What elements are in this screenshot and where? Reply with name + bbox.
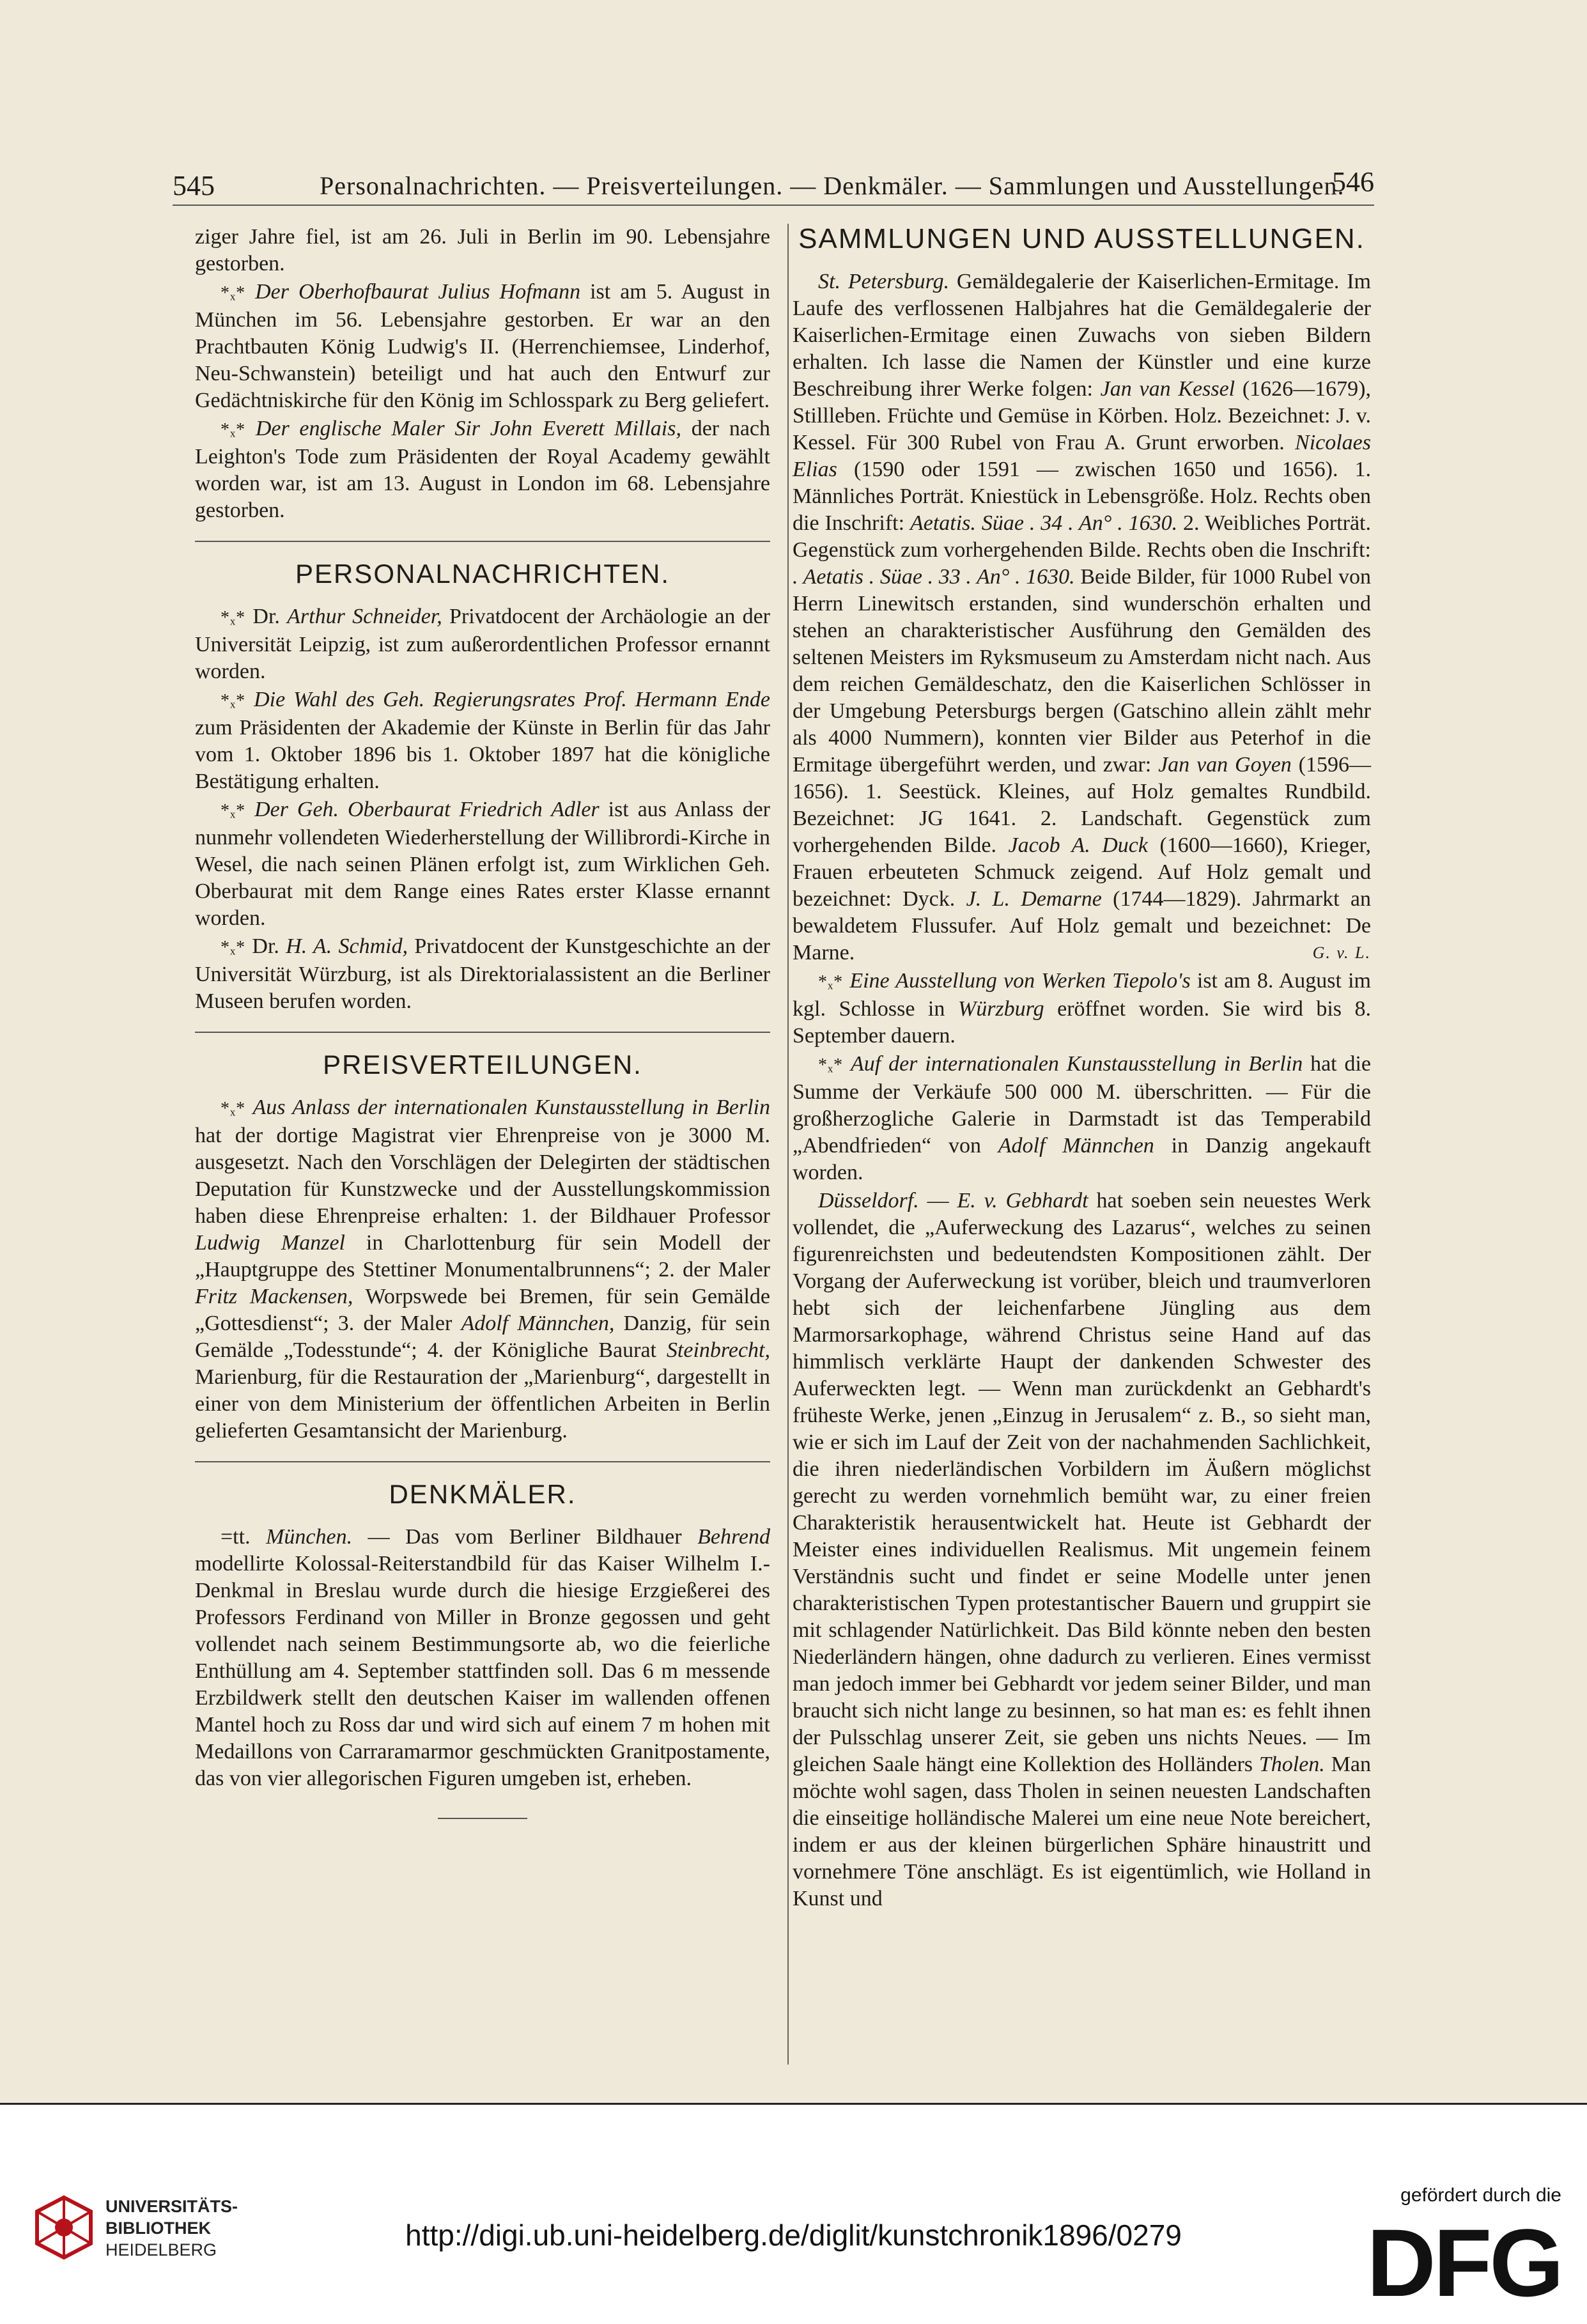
person-name: Adolf Männchen,: [461, 1312, 615, 1335]
event-name: Auf der internationalen Kunstausstellung in Berlin: [851, 1052, 1303, 1076]
asterism: *ₓ*: [818, 1055, 844, 1075]
text: Privatdocent der Kunstgeschichte an der Universität Würzburg, ist als Direktorialassistent an die Berliner Museen berufen worden.: [195, 934, 770, 1013]
right-column: [793, 224, 1371, 1912]
text: hat die Summe der Verkäufe 500 000 M. überschritten. — Für die großherzogliche Galerie in Darmstadt ist das Temperabild „Abendfrieden“ von: [793, 1052, 1372, 1158]
text: 2. Weibliches Porträt. Gegenstück zum vorhergehenden Bilde. Rechts oben die Inschrift:: [793, 511, 1371, 562]
text: hat soeben sein neuestes Werk vollendet, die „Auferweckung des Lazarus“, welches zu seinen figurenreichsten und bedeutendsten Kompositionen zählt. Der Vorgang der Auferweckung ist vorüber, bleich und traumverloren hebt sich der leichenfarbene Jüngling aus dem Marmorsarkophage, während Christus seine Hand auf das himmlisch verklärte Haupt der dankenden Schwester des Auferweckten legt. — Wenn man zurückdenkt an Gebhardt's früheste Werke, jenen „Einzug in Jerusalem“ z. B., so sieht man, wie er sich im Lauf der Zeit von der nachahmenden Sachlichkeit, die ihren niederländischen Vorbildern im Äußern möglichst gerecht zu werden vornehmlich bemüht war, zu einer freien Charakteristik herausentwickelt hat. Heute ist Gebhardt der Meister eines individuellen Realismus. Mit ungemein feinem Verständnis sucht und findet er seine Modelle unter jenen charakteristischen Typen protestantischer Bauern und gruppirt sie mit schlagender Natürlichkeit. Das Bild könnte neben den besten Niederländern hängen, ohne dadurch zu verlieren. Eines vermisst man jedoch immer bei Gebhardt vor jedem seiner Bilder, und man braucht sich nicht lange zu besinnen, so hat man es: es fehlt ihnen der Pulsschlag unserer Zeit, sie geben uns nichts Neues. — Im gleichen Saale hängt eine Kollektion des Holländers: [793, 1189, 1371, 1776]
text: — Das vom Berliner Bildhauer: [352, 1525, 698, 1549]
asterism: *ₓ*: [221, 691, 246, 711]
dfg-logo: DFG: [1366, 2209, 1561, 2316]
place-name: St. Petersburg.: [818, 270, 950, 293]
asterism: *ₓ*: [818, 972, 844, 992]
person-name: Arthur Schneider,: [287, 605, 442, 628]
left-column: [195, 224, 770, 1819]
section-heading-preis: PREISVERTEILUNGEN.: [323, 1050, 642, 1080]
paragraph: [793, 968, 1371, 1050]
person-name: Tholen.: [1258, 1753, 1325, 1776]
text: Danzig, für sein Gemälde „Todesstunde“; 4. der Königliche Baurat: [195, 1312, 770, 1362]
library-name-line: HEIDELBERG: [105, 2240, 217, 2259]
page-header: [173, 166, 1374, 208]
running-title: Personalnachrichten. — Preisverteilungen. — Denkmäler. — Sammlungen und Ausstellungen.: [320, 171, 1345, 200]
section-heading-personal: PERSONALNACHRICHTEN.: [295, 559, 670, 589]
text: (1596—1656). 1. Seestück. Kleines, auf Holz gemaltes Rundbild. Bezeichnet: JG 1641. 2. Landschaft. Gegenstück zum vorhergehenden Bilde.: [793, 753, 1372, 857]
asterism: *ₓ*: [221, 801, 246, 821]
text: hat der dortige Magistrat vier Ehrenpreise von je 3000 M. ausgesetzt. Nach den Vorschlägen der Delegirten der städtischen Deputation für Kunstzwecke und der Ausstellungskommission haben diese Ehrenpreise erhalten: 1. der Bildhauer Professor: [195, 1124, 770, 1228]
text: Gemäldegalerie der Kaiserlichen-Ermitage. Im Laufe des verflossenen Halbjahres hat die Gemäldegalerie der Kaiserlichen-Ermitage einen Zuwachs von sieben Bildern erhalten. Ich lasse die Namen der Künstler und eine kurze Beschreibung ihrer Werke folgen:: [793, 270, 1371, 401]
person-name: Jan van Kessel: [1100, 377, 1235, 401]
person-name: Behrend: [697, 1525, 771, 1549]
asterism: *ₓ*: [221, 283, 246, 303]
text: (1600—1660), Krieger, Frauen erbeuteten Schmuck zeigend. Auf Holz gemalt und bezeichnet: Dyck.: [793, 833, 1372, 911]
text: der nach Leighton's Tode zum Präsidenten der Royal Academy gewählt worden war, ist am 13. August in London im 68. Lebensjahre gestorben.: [195, 417, 770, 522]
text: Dr.: [245, 934, 286, 958]
section-heading-sammlungen: SAMMLUNGEN UND AUSSTELLUNGEN.: [798, 223, 1365, 254]
page-number-left: 545: [173, 170, 215, 201]
asterism: *ₓ*: [221, 938, 246, 957]
person-name: Nicolaes Elias: [793, 431, 1371, 481]
text: modellirte Kolossal-Reiterstandbild für das Kaiser Wilhelm I.-Denkmal in Breslau wurde durch die hiesige Erzgießerei des Professors Ferdinand von Miller in Bronze gegossen und geht vollendet nach seinem Bestimmungsorte ab, wo die feierliche Enthüllung am 4. September stattfinden soll. Das 6 m messende Erzbildwerk stellt den deutschen Kaiser im wallenden offenen Mantel hoch zu Ross dar und wird sich auf einem 7 m hohen mit Medaillons von Carraramarmor geschmückten Granitpostamente, das von vier allegorischen Figuren umgeben ist, erheben.: [195, 1552, 770, 1790]
paragraph: [195, 796, 770, 932]
library-name-line: UNIVERSITÄTS-: [105, 2197, 238, 2216]
text: in Charlottenburg für sein Modell der „Hauptgruppe des Stettiner Monumentalbrunnens“; 2. der Maler: [195, 1231, 771, 1282]
paragraph: [793, 1188, 1371, 1912]
paragraph: [195, 1094, 770, 1445]
text: zum Präsidenten der Akademie der Künste in Berlin für das Jahr vom 1. Oktober 1896 bis 1. Oktober 1897 hat die königliche Bestätigung erhalten.: [195, 716, 770, 793]
section-heading-denkmaeler: DENKMÄLER.: [389, 1479, 577, 1509]
text: ist aus Anlass der nunmehr vollendeten Wiederherstellung der Willibrordi-Kirche in Wesel, die nach seinen Plänen erfolgt ist, zum Wirklichen Geh. Oberbaurat mit dem Range eines Rates erster Klasse ernannt worden.: [195, 798, 770, 930]
place-name: München.: [266, 1525, 353, 1549]
inscription: . Aetatis . Süae . 33 . An° . 1630.: [793, 565, 1075, 589]
footer-rule: [0, 2103, 1587, 2105]
person-name: Steinbrecht,: [666, 1338, 770, 1362]
paragraph: [195, 1524, 770, 1792]
person-name: Jacob A. Duck: [1008, 833, 1148, 857]
text: Dr.: [245, 605, 288, 628]
person-name: E. v. Gebhardt: [957, 1189, 1088, 1212]
permalink-url[interactable]: http://digi.ub.uni-heidelberg.de/diglit/kunstchronik1896/0279: [405, 2219, 1182, 2252]
person-name: Ludwig Manzel: [195, 1231, 346, 1255]
text: ist am 5. August in München im 56. Lebensjahre gestorben. Er war an den Prachtbauten König Ludwig's II. (Herrenchiemsee, Linderhof, Neu-Schwanstein) beteiligt und hat auch den Entwurf zur Gedächtniskirche für den König im Schlosspark zu Berg geliefert.: [195, 280, 771, 412]
text: —: [918, 1189, 957, 1212]
section-rule: [195, 1461, 770, 1462]
author-signature: G. v. L.: [1312, 943, 1371, 962]
header-rule: [173, 205, 1374, 206]
paragraph: [195, 933, 770, 1015]
asterism: *ₓ*: [221, 1099, 246, 1119]
end-rule: [438, 1818, 527, 1819]
paragraph: ziger Jahre fiel, ist am 26. Juli in Berlin im 90. Lebensjahre gestorben.: [195, 225, 770, 275]
text: ist am 8. August im kgl. Schlosse in: [793, 969, 1372, 1021]
person-name: Die Wahl des Geh. Regierungsrates Prof. Hermann Ende: [254, 688, 770, 711]
person-name: J. L. Demarne: [966, 887, 1102, 911]
page-number-right: 546: [1332, 166, 1374, 198]
person-name: Adolf Männchen: [998, 1134, 1154, 1158]
asterism: *ₓ*: [221, 608, 246, 628]
asterism: *ₓ*: [221, 420, 246, 440]
event-name: Eine Ausstellung von Werken Tiepolo's: [849, 969, 1191, 993]
person-name: H. A. Schmid,: [286, 934, 408, 958]
paragraph: [793, 1051, 1371, 1186]
paragraph: [195, 415, 770, 524]
section-rule: [195, 541, 770, 542]
person-name: Jan van Goyen: [1158, 753, 1292, 777]
text: eröffnet worden. Sie wird bis 8. September dauern.: [793, 997, 1371, 1048]
funded-by-label: gefördert durch die: [1400, 2185, 1561, 2206]
digitization-footer: [0, 2103, 1587, 2324]
paragraph: [195, 603, 770, 685]
event-name: Aus Anlass der internationalen Kunstausstellung in Berlin: [252, 1096, 770, 1119]
person-name: Der englische Maler Sir John Everett Millais,: [255, 417, 681, 440]
place-name: Düsseldorf.: [818, 1189, 919, 1212]
paragraph: [793, 268, 1371, 966]
person-name: Fritz Mackensen,: [195, 1285, 353, 1308]
section-rule: [195, 1032, 770, 1033]
text: Beide Bilder, für 1000 Rubel von Herrn Linewitsch erstanden, sind wunderschön erhalten und stehen an charakteristischer Ausführung den Gemälden des seltenen Meisters im Ryksmuseum zu Amsterdam nicht nach. Aus dem reichen Gemäldeschatz, den die Kaiserlichen Schlösser in der Umgebung Petersburgs bergen (Gatschino allein zählt mehr als 4000 Nummern), konnten vier Bilder aus Peterhof in die Ermitage übergeführt werden, und zwar:: [793, 565, 1371, 777]
text: Worpswede bei Bremen, für sein Gemälde „Gottesdienst“; 3. der Maler: [195, 1285, 770, 1335]
text: =tt.: [221, 1525, 267, 1549]
text: (1626—1679), Stillleben. Früchte und Gemüse in Körben. Holz. Bezeichnet: J. v. Kessel. Für 300 Rubel von Frau A. Grunt erworben.: [793, 377, 1371, 454]
inscription: Aetatis. Süae . 34 . An° . 1630.: [910, 511, 1178, 535]
column-divider: [787, 224, 789, 2064]
paragraph: [195, 686, 770, 795]
person-name: Der Geh. Oberbaurat Friedrich Adler: [254, 798, 600, 821]
text: Privatdocent der Archäologie an der Universität Leipzig, ist zum außerordentlichen Professor ernannt worden.: [195, 605, 771, 683]
paragraph: [195, 279, 770, 414]
text: Marienburg, für die Restauration der „Marienburg“, dargestellt in einer von dem Ministerium der öffentlichen Arbeiten in Berlin gelieferten Gesamtansicht der Marienburg.: [195, 1365, 770, 1443]
place-name: Würzburg: [957, 997, 1044, 1021]
person-name: Der Oberhofbaurat Julius Hofmann: [255, 280, 581, 304]
text: in Danzig angekauft worden.: [793, 1134, 1371, 1184]
library-name-line: BIBLIOTHEK: [105, 2219, 211, 2238]
text: (1744—1829). Jahrmarkt an bewaldetem Flussufer. Auf Holz gemalt und bezeichnet: De Marne.: [793, 887, 1372, 964]
text: (1590 oder 1591 — zwischen 1650 und 1656). 1. Männliches Porträt. Kniestück in Lebensgröße. Holz. Rechts oben die Inschrift:: [793, 458, 1371, 535]
text: Man möchte wohl sagen, dass Tholen in seinen neuesten Landschaften die einseitige holländische Malerei um eine neue Note bereichert, indem er aus der kleinen bürgerlichen Sphäre hinaustritt und vornehmere Töne anschlägt. Es ist eigentümlich, wie Holland in Kunst und: [793, 1753, 1371, 1910]
